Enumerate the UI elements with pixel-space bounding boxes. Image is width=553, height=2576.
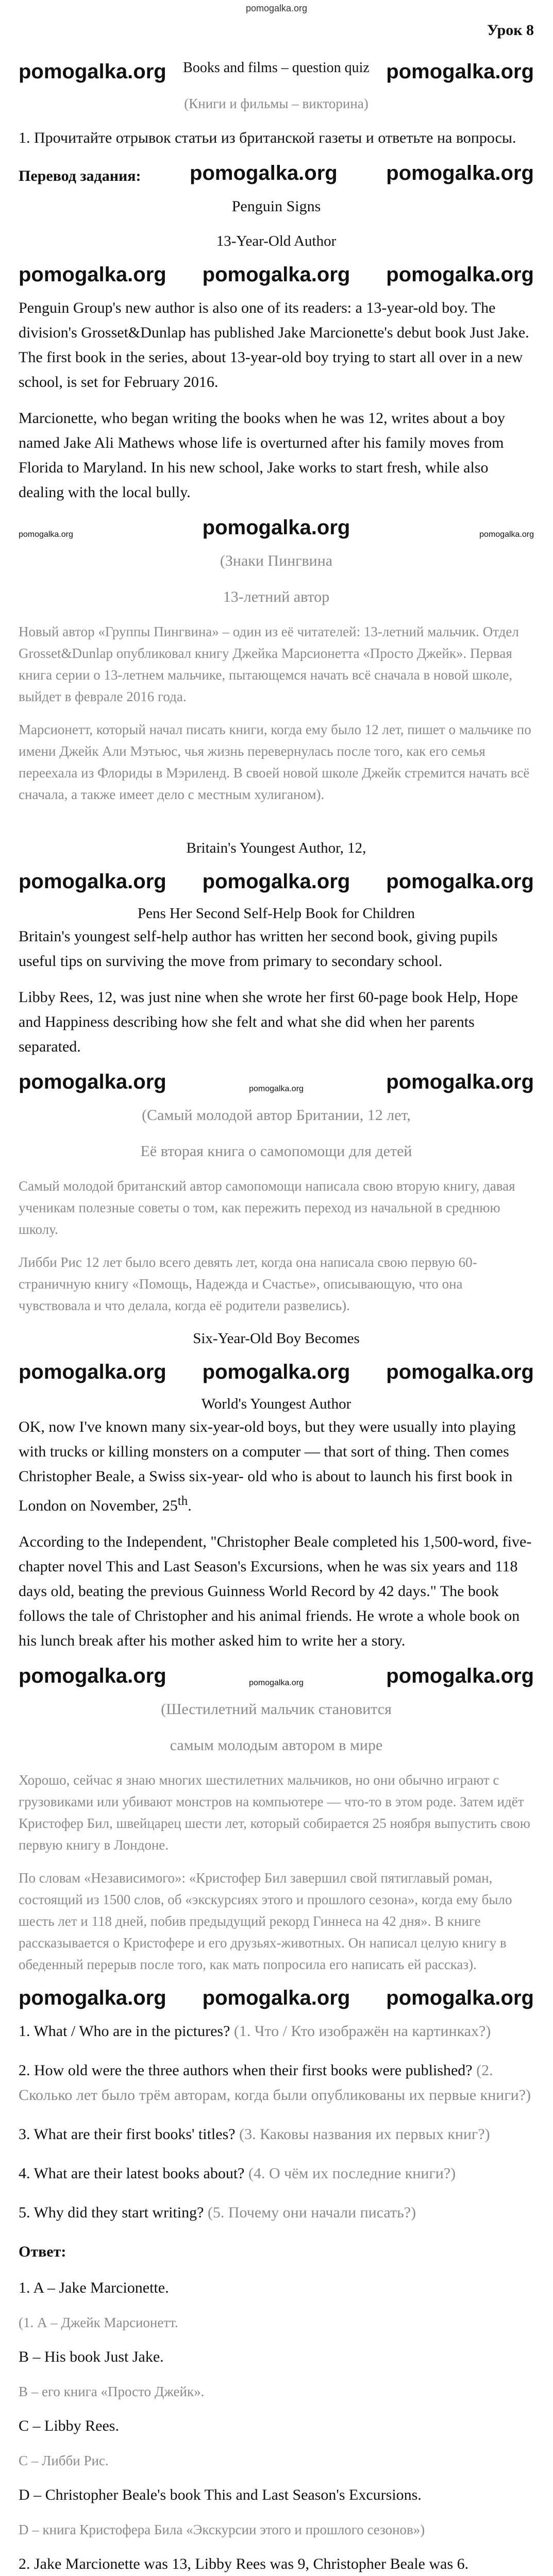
section-3-paragraph: According to the Independent, "Christopher Beale completed his 1,500-word, five-chapter novel This and Last Season's Excursions, when he was six years and 118 days old, beating the previous Guinness World Record by 42 days." The book follows the tale of Christopher and his animal friends. He wrote a whole book on his lunch break after his mother asked him to write her a story. (19, 1533, 532, 1649)
watermark: pomogalka.org (19, 870, 166, 893)
answer-item: B – His book Just Jake. (19, 2348, 164, 2365)
answer-item: C – Libby Rees. (19, 2417, 119, 2434)
section-2-heading-ru: Её вторая книга о самопомощи для детей (140, 1143, 412, 1160)
watermark: pomogalka.org (19, 1361, 166, 1383)
watermark: pomogalka.org (202, 1361, 350, 1383)
lesson-number: Урок 8 (487, 22, 534, 39)
watermark: pomogalka.org (386, 1665, 534, 1687)
page-title: Books and films – question quiz (183, 60, 370, 76)
watermark: pomogalka.org (202, 516, 350, 539)
question-text-ru: (1. Что / Кто изображён на картинках?) (233, 2023, 491, 2040)
section-1-heading: 13-Year-Old Author (216, 233, 337, 249)
section-2-paragraph-ru: Либби Рис 12 лет было всего девять лет, когда она написала свою первую 60-страничную книгу «Помощь, Надежда и Счастье», описывающую, что она чувствовала и что делала, когда её родители развелись). (19, 1255, 477, 1313)
watermark-row (19, 162, 534, 185)
question-text-ru: (3. Каковы названия их первых книг?) (239, 2126, 490, 2143)
section-1-paragraph: Marcionette, who began writing the books when he was 12, writes about a boy named Jake Ali Mathews whose life is overturned after his family moves from Florida to Maryland. In his new school, Jake works to start fresh, while also dealing with the local bully. (19, 410, 505, 501)
translation-label: Перевод задания: (19, 167, 141, 184)
watermark: pomogalka.org (249, 1084, 304, 1093)
section-3-heading: World's Youngest Author (201, 1396, 351, 1412)
watermark-row (19, 1361, 534, 1384)
question-text: 1. What / Who are in the pictures? (19, 2023, 234, 2040)
watermark-row (19, 1665, 534, 1688)
site-header[interactable]: pomogalka.org (245, 3, 308, 13)
question-text-ru: (2. Сколько лет было трём авторам, когда были опубликованы их первые книги?) (19, 2062, 531, 2104)
watermark: pomogalka.org (19, 1071, 166, 1093)
answer-item: 1. A – Jake Marcionette. (19, 2279, 169, 2296)
watermark: pomogalka.org (19, 530, 73, 539)
watermark-row (19, 55, 534, 83)
questions-list (19, 2019, 534, 2225)
watermark-row (19, 516, 534, 539)
section-1-paragraph-ru: Новый автор «Группы Пингвина» – один из её читателей: 13-летний мальчик. Отдел Grosset&Dunlap опубликовал книгу Джейка Марсионетта «Просто Джейк». Первая книга серии о 13-летнем мальчике, пытающемся начать всё сначала в новой школе, выйдет в феврале 2016 года. (19, 624, 519, 704)
watermark: pomogalka.org (386, 60, 534, 83)
page-content (19, 22, 534, 2576)
watermark: pomogalka.org (386, 870, 534, 893)
watermark: pomogalka.org (386, 162, 534, 184)
watermark: pomogalka.org (19, 1987, 166, 2009)
section-1-paragraph-ru: Марсионетт, который начал писать книги, когда ему было 12 лет, пишет о мальчике по имени Джейк Али Мэтьюс, чья жизнь перевернулась после того, как его семья переехала из Флориды в Мэриленд. В своей новой школе Джейк стремится начать всё сначала, а также имеет дело с местным хулиганом). (19, 722, 531, 802)
question-text: 5. Why did they start writing? (19, 2204, 208, 2221)
question-text-ru: (5. Почему они начали писать?) (207, 2204, 416, 2221)
section-2-paragraph: Libby Rees, 12, was just nine when she wrote her first 60-page book Help, Hope and Happiness describing how she felt and what she did when her parents separated. (19, 989, 518, 1055)
page-title-ru: (Книги и фильмы – викторина) (184, 96, 368, 111)
section-3-heading-ru: самым молодым автором в мире (170, 1737, 383, 1754)
watermark: pomogalka.org (202, 263, 350, 286)
question-item (19, 2122, 534, 2147)
answer-item: 2. Jake Marcionette was 13, Libby Rees was 9, Christopher Beale was 6. (19, 2555, 469, 2572)
section-2-paragraph: Britain's youngest self-help author has written her second book, giving pupils useful tips on surviving the move from primary to secondary school. (19, 928, 498, 970)
section-1-subheading-ru: 13-летний автор (223, 588, 330, 605)
question-item (19, 2058, 534, 2108)
section-2-heading: Pens Her Second Self-Help Book for Children (137, 905, 415, 922)
section-3-heading-ru: (Шестилетний мальчик становится (161, 1701, 392, 1718)
section-2-heading-ru: (Самый молодой автор Британии, 12 лет, (142, 1107, 411, 1124)
question-text-ru: (4. О чём их последние книги?) (248, 2165, 456, 2182)
section-2-heading: Britain's Youngest Author, 12, (186, 840, 366, 856)
answer-item-ru: D – книга Кристофера Била «Экскурсии этого и прошлого сезонов») (19, 2522, 425, 2537)
watermark-row (19, 1071, 534, 1094)
answer-label: Ответ: (19, 2243, 66, 2260)
watermark: pomogalka.org (479, 530, 534, 539)
watermark: pomogalka.org (249, 1679, 304, 1687)
task-text: 1. Прочитайте отрывок статьи из британской газеты и ответьте на вопросы. (19, 129, 516, 146)
question-item (19, 2161, 534, 2186)
watermark: pomogalka.org (386, 263, 534, 286)
section-2-paragraph-ru: Самый молодой британский автор самопомощи написала свою вторую книгу, давая ученикам полезные советы о том, как пережить переход из начальной в среднюю школу. (19, 1178, 515, 1237)
watermark: pomogalka.org (190, 162, 338, 184)
question-text: 3. What are their first books' titles? (19, 2126, 240, 2143)
watermark: pomogalka.org (386, 1987, 534, 2009)
answer-item-ru: С – Либби Рис. (19, 2453, 109, 2468)
watermark: pomogalka.org (19, 60, 166, 83)
section-3-heading: Six-Year-Old Boy Becomes (193, 1330, 360, 1347)
section-1-heading-ru: (Знаки Пингвина (220, 552, 333, 569)
question-text: 4. What are their latest books about? (19, 2165, 248, 2182)
watermark: pomogalka.org (202, 1987, 350, 2009)
watermark-row (19, 1987, 534, 2010)
section-1-paragraph: Penguin Group's new author is also one of its readers: a 13-year-old boy. The division's Grosset&Dunlap has published Jake Marcionette's debut book Just Jake. The first book in the series, about 13-year-old boy trying to start all over in a new school, is set for February 2016. (19, 299, 529, 391)
watermark: pomogalka.org (19, 1665, 166, 1687)
section-3-paragraph: OK, now I've known many six-year-old boys, but they were usually into playing with trucks or killing monsters on a computer — that sort of thing. Then comes Christopher Beale, a Swiss six-year- old who is about to launch his first book in London on November, 25th. (19, 1418, 516, 1514)
answer-item-ru: (1. А – Джейк Марсионетт. (19, 2315, 178, 2330)
question-item (19, 2200, 534, 2225)
watermark: pomogalka.org (386, 1071, 534, 1093)
watermark: pomogalka.org (202, 870, 350, 893)
section-3-paragraph-ru: По словам «Независимого»: «Кристофер Бил завершил свой пятиглавый роман, состоящий из 1500 слов, об «экскурсиях этого и прошлого сезона», когда ему было шесть лет и 118 дней, побив предыдущий рекорд Гиннеса на 42 дня». В книге рассказывается о Кристофере и его друзьях-животных. Он написал целую книгу в обеденный перерыв после того, как мать попросила его написать ей рассказ). (19, 1870, 512, 1972)
answer-item-ru: В – его книга «Просто Джейк». (19, 2384, 205, 2399)
watermark-row (19, 870, 534, 893)
question-item (19, 2019, 534, 2044)
watermark-row (19, 263, 534, 286)
answers-list (19, 2276, 534, 2576)
section-3-paragraph-ru: Хорошо, сейчас я знаю многих шестилетних мальчиков, но они обычно играют с грузовиками или убивают монстров на компьютере — что-то в этом роде. Затем идёт Кристофер Бил, швейцарец шести лет, который собирается 25 ноября выпустить свою первую книгу в Лондоне. (19, 1772, 530, 1853)
article-title: Penguin Signs (231, 198, 321, 215)
watermark: pomogalka.org (19, 263, 166, 286)
watermark: pomogalka.org (386, 1361, 534, 1383)
answer-item: D – Christopher Beale's book This and Last Season's Excursions. (19, 2486, 422, 2503)
question-text: 2. How old were the three authors when their first books were published? (19, 2062, 477, 2079)
